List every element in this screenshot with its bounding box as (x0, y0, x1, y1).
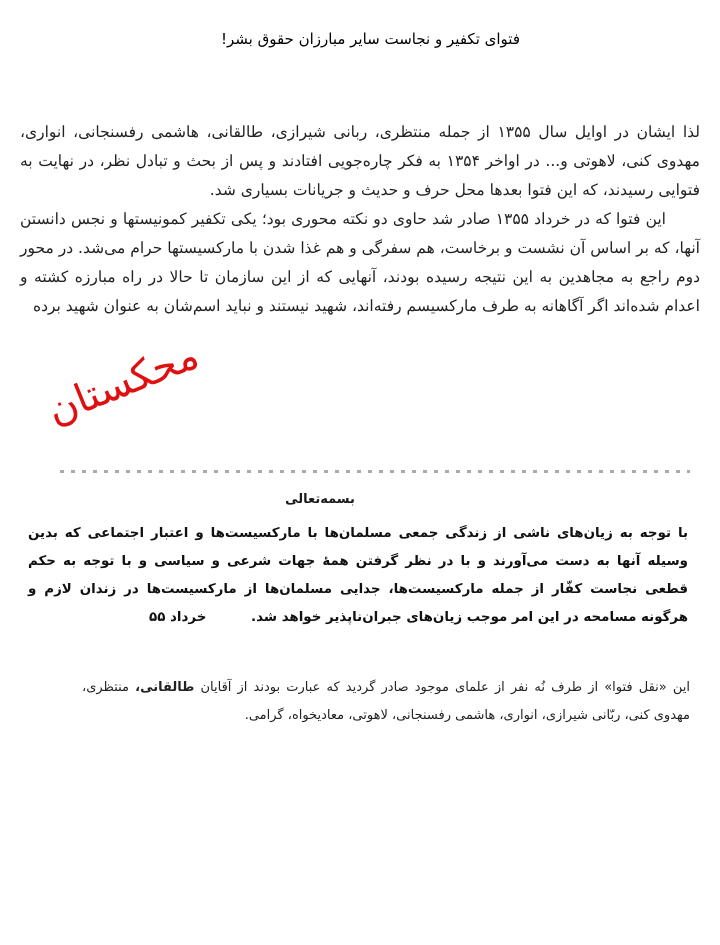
scanned-signatories-text (82, 674, 690, 730)
page-title: فتوای تکفیر و نجاست سایر مبارزان حقوق بشر! (220, 30, 520, 48)
scan-cut-line (60, 470, 690, 473)
excerpt-paragraph-1: لذا ایشان در اوایل سال ۱۳۵۵ از جمله منتظری، ربانی شیرازی، طالقانی، هاشمی رفسنجانی، انواری، مهدوی کنی، لاهوتی و... در اواخر ۱۳۵۴ به فکر چاره‌جویی افتادند و پس از بحث و تبادل نظر، در نهایت به فتوایی رسیدند، که این فتوا بعدها محل حرف و حدیث و جریانات بسیاری شد. (20, 123, 700, 199)
fatwa-body: با توجه به زیان‌های ناشی از زندگی جمعی مسلمان‌ها با مارکسیست‌ها و اعتبار اجتماعی که بدین وسیله آنها به دست می‌آورند و با در نظر گرفتن همهٔ جهات شرعی و سیاسی و با توجه به حکم قطعی نجاست کفّار از جمله مارکسیست‌ها، جدایی مسلمان‌ها از مارکسیست‌ها در زندان لازم و هرگونه مسامحه در این امر موجب زیان‌های جبران‌ناپذیر خواهد شد. (28, 526, 688, 625)
fatwa-date: خرداد ۵۵ (149, 610, 207, 625)
signatories-intro: این «نقل فتوا» از طرف نُه نفر از علمای موجود صادر گردید که عبارت بودند از آقایان (200, 680, 690, 695)
watermark-stamp: محکستان (40, 331, 206, 434)
signatories-list: منتظری، مهدوی کنی، ربّانی شیرازی، انواری، هاشمی رفسنجانی، لاهوتی، معادیخواه، گرامی. (82, 680, 690, 723)
basmala-heading: بسمه‌تعالی (285, 492, 355, 507)
scanned-excerpt-book (20, 118, 700, 321)
excerpt-paragraph-2: این فتوا که در خرداد ۱۳۵۵ صادر شد حاوی دو نکته محوری بود؛ یکی تکفیر کمونیستها و نجس دانستن آنها، که بر اساس آن نشست و برخاست، هم سفرگی و هم غذا شدن با مارکسیستها حرام می‌شد. در محور دوم راجع به مجاهدین به این نتیجه رسیده بودند، آنهایی که از این سازمان تا حالا در راه مبارزه کشته و اعدام شده‌اند اگر آگاهانه به طرف مارکسیسم رفته‌اند، شهید نیستند و نباید اسم‌شان به عنوان شهید برده (20, 210, 700, 315)
signatory-highlight: طالقانی، (135, 680, 195, 695)
scanned-fatwa-text (28, 520, 688, 632)
